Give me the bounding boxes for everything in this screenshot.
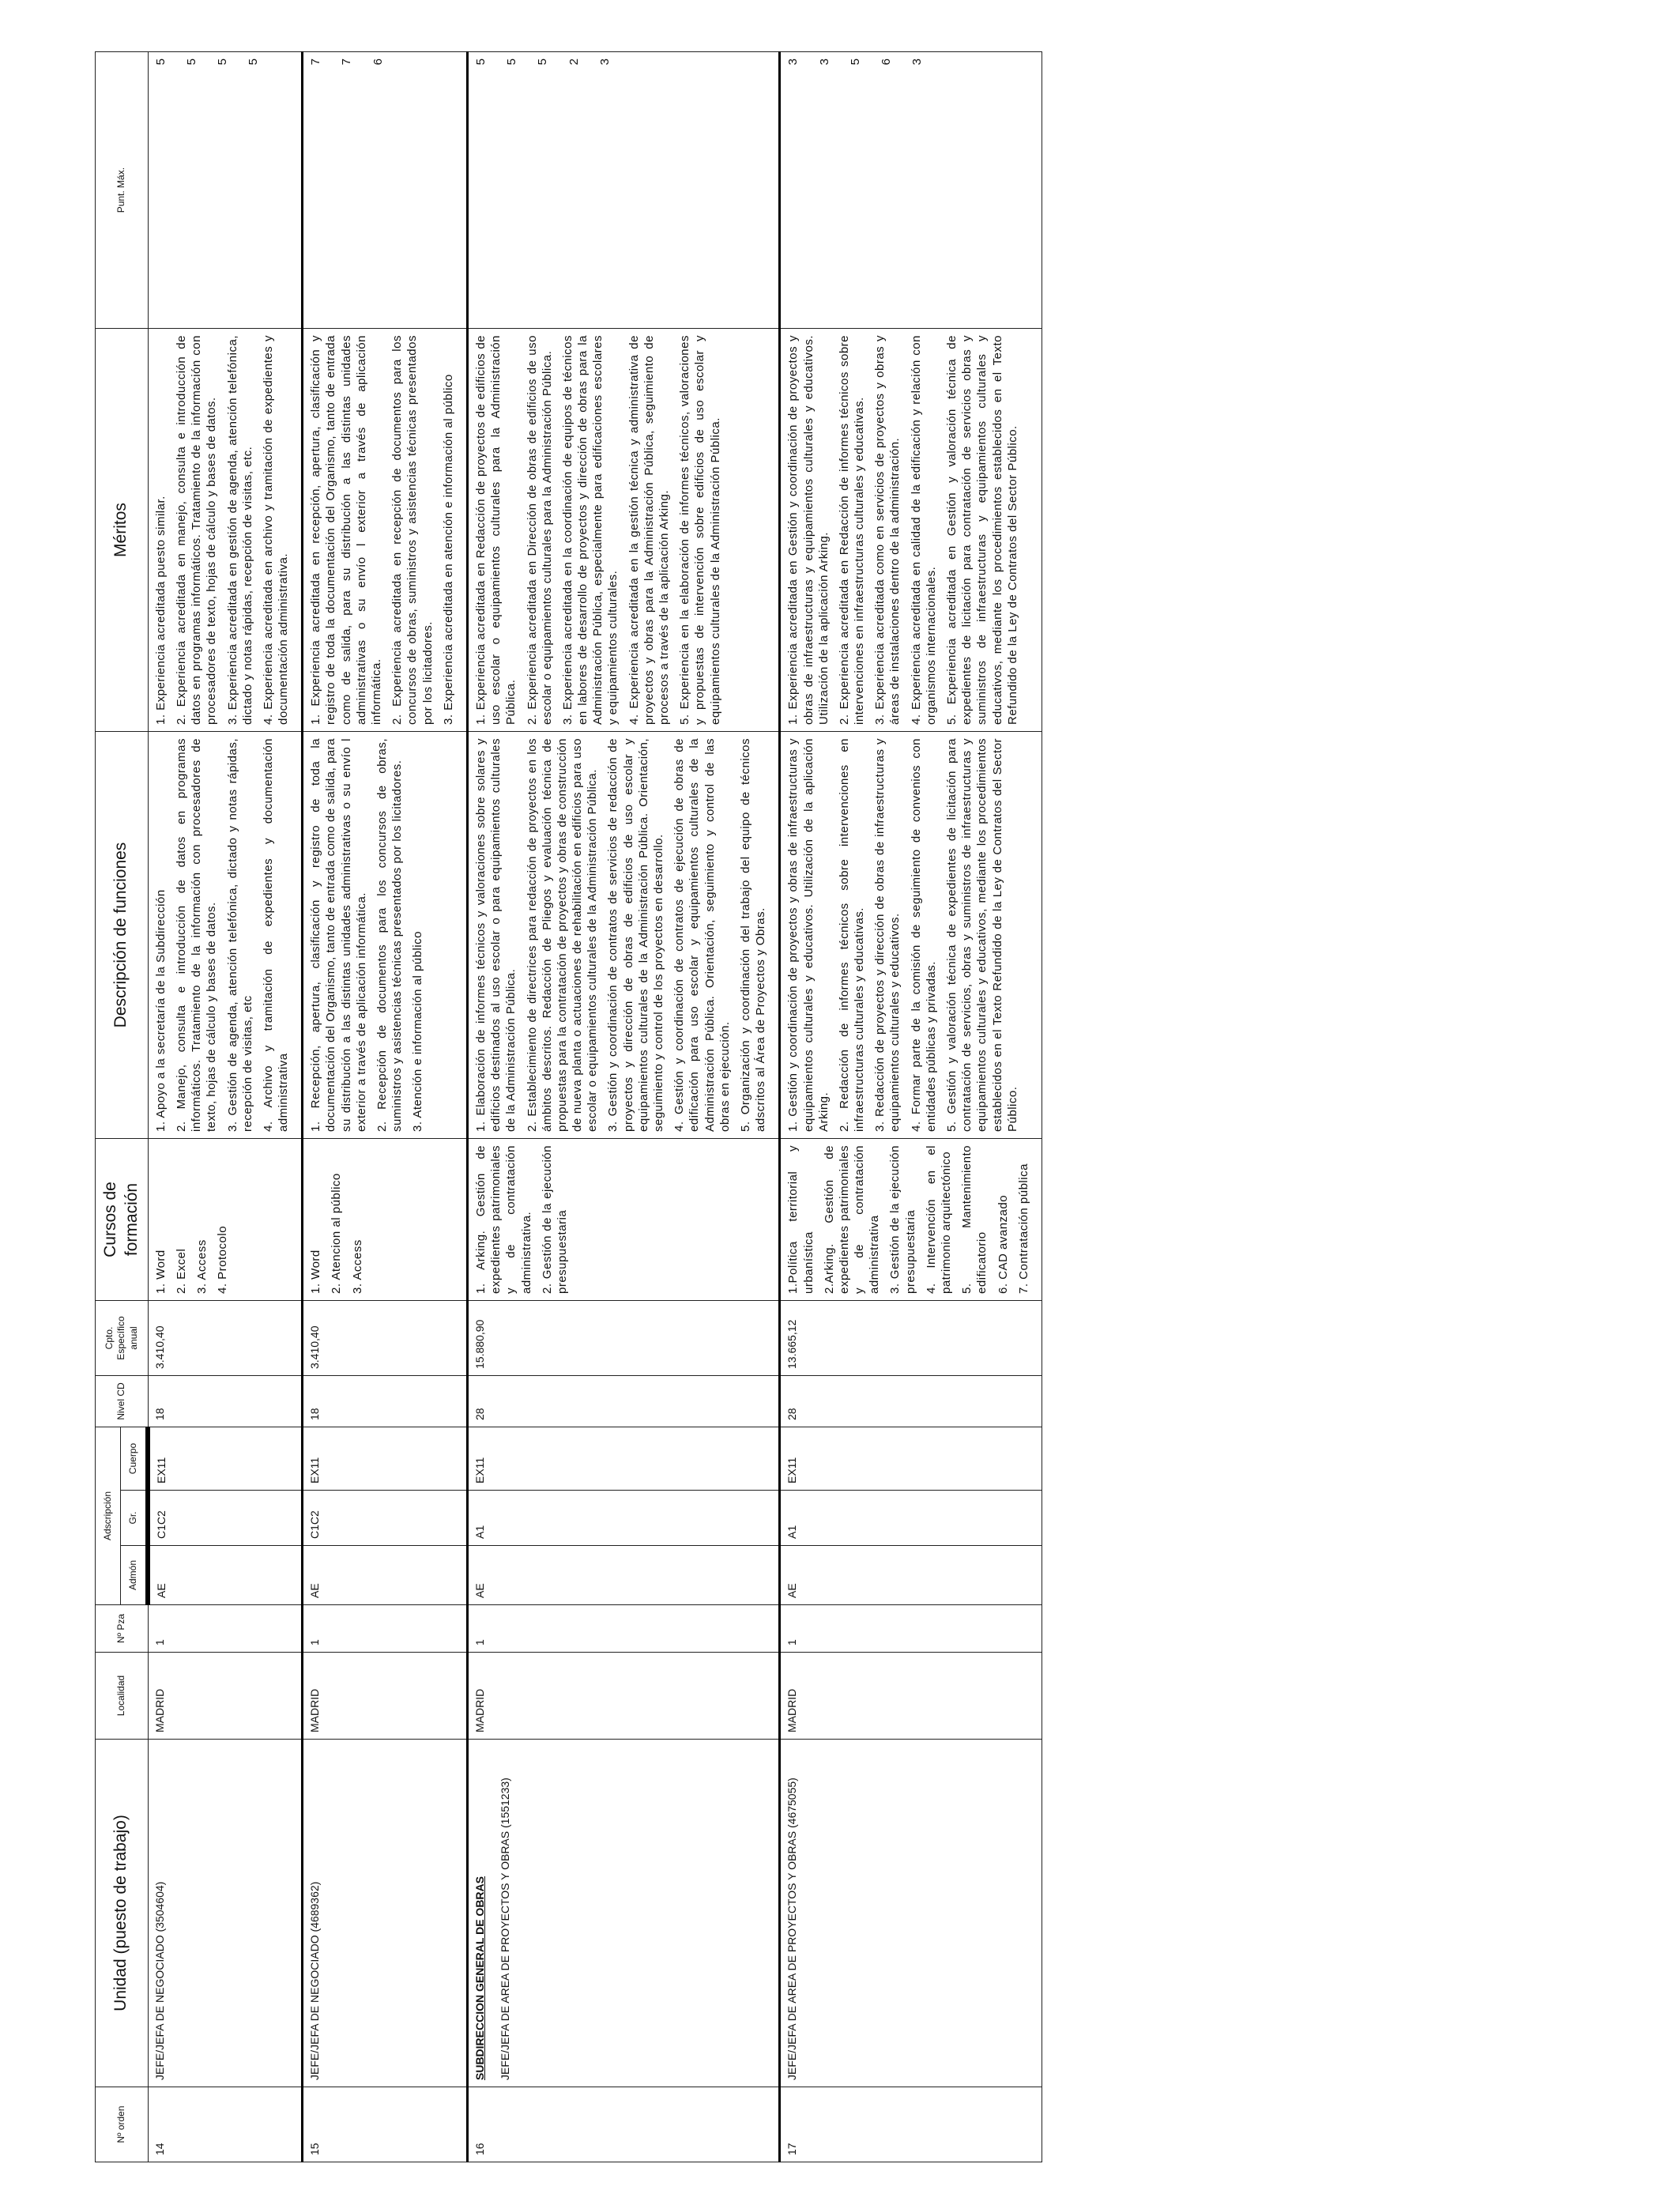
list-item: 3. Gestión y coordinación de contratos de servicios de redacción de proyectos y dirección de obras de edificios de uso escolar y equipamientos culturales de la Administración Pública. Orientación, seguimiento y control de los proyectos en desarrollo. <box>606 738 665 1132</box>
cell-funciones <box>303 732 468 1139</box>
cell-funciones <box>467 732 779 1139</box>
list-item: 3. Experiencia acreditada en la coordinación de equipos de técnicos en labores de desarrollo de proyectos y dirección de obras para la Administración Pública, especialmente para edificaciones escolares y equipamientos culturales. <box>560 335 620 725</box>
list-item: 4. Intervención en el patrimonio arquitectónico <box>924 1145 953 1294</box>
list-item: 4. Formar parte de la comisión de seguimiento de convenios con entidades públicas y privadas. <box>909 738 938 1132</box>
subdireccion-title: SUBDIRECCION GENERAL DE OBRAS <box>473 1876 486 2080</box>
puntuacion-value: 6 <box>371 58 385 66</box>
list-item: 5. Organización y coordinación del trabajo del equipo de técnicos adscritos al Área de Proyectos y Obras. <box>738 738 768 1132</box>
cell-puntuacion <box>148 52 303 329</box>
list-item: 3. Atención e información al público <box>411 931 425 1132</box>
list-item: 3. Gestión de la ejecución presupuestaria <box>888 1145 917 1294</box>
list-item: 5. Mantenimiento edificatorio <box>960 1145 989 1294</box>
table-row <box>303 52 468 2162</box>
cell-puntuacion <box>303 52 468 329</box>
table-body <box>148 52 1042 2162</box>
unidad-name: JEFE/JEFA DE NEGOCIADO (4689362) <box>308 1881 322 2080</box>
puntuacion-value: 6 <box>879 58 893 66</box>
puntuacion-value: 5 <box>536 58 550 66</box>
cell-localidad: MADRID <box>148 1653 303 1740</box>
puntuacion-value: 5 <box>247 58 261 66</box>
table-row <box>780 52 1042 2162</box>
header-nivel: Nivel CD <box>96 1376 149 1427</box>
cell-funciones <box>148 732 303 1139</box>
unidad-name: JEFE/JEFA DE NEGOCIADO (3504604) <box>153 1881 166 2080</box>
header-pza: Nº Pza <box>96 1605 149 1653</box>
header-unidad: Unidad (puesto de trabajo) <box>96 1740 149 2087</box>
list-item: 4. Protocolo <box>216 1225 230 1294</box>
cell-pza: 1 <box>780 1605 1042 1653</box>
cell-cpto: 15.880,90 <box>467 1301 779 1376</box>
header-cursos: Cursos de formación <box>96 1139 149 1301</box>
cell-cursos <box>467 1139 779 1301</box>
puntuacion-value: 5 <box>505 58 519 66</box>
cell-unidad <box>148 1740 303 2087</box>
cell-admon: AE <box>467 1546 779 1605</box>
unidad-name: JEFE/JEFA DE AREA DE PROYECTOS Y OBRAS (4675055) <box>785 1777 799 2080</box>
list-item: 5. Gestión y valoración técnica de expedientes de licitación para contratación de servicios, obras y suministros de infraestructuras y equipamientos culturales y educativos, mediante los procedimientos establecidos en el Texto Refundido de la Ley de Contratos del Sector Público. <box>945 738 1019 1132</box>
list-item: 3. Redacción de proyectos y dirección de obras de infraestructuras y equipamientos culturales y educativos. <box>873 738 902 1132</box>
list-item: 4. Archivo y tramitación de expedientes y documentación administrativa <box>261 738 291 1132</box>
cell-meritos <box>303 329 468 732</box>
puntuacion-value: 5 <box>473 58 488 66</box>
cell-meritos-list <box>308 335 456 725</box>
cell-meritos <box>467 329 779 732</box>
list-item: 4. Experiencia acreditada en la gestión técnica y administrativa de proyectos y obras para la Administración Pública, seguimiento de procesos a través de la aplicación Arking. <box>627 335 671 725</box>
cell-orden: 14 <box>148 2087 303 2162</box>
cell-nivel: 28 <box>780 1376 1042 1427</box>
list-item: 1. Gestión y coordinación de proyectos y obras de infraestructuras y equipamientos culturales y educativos. Utilización de la aplicación Arking. <box>786 738 831 1132</box>
list-item: 1. Recepción, apertura, clasificación y registro de toda la documentación del Organismo, tanto de entrada como de salida, para su distribución a las distintas unidades administrativas o su envío l exterior a través de aplicación informática. <box>309 738 368 1132</box>
cell-cuerpo: EX11 <box>780 1427 1042 1491</box>
list-item: 2.Arking. Gestión de expedientes patrimoniales y de contratación administrativa <box>822 1145 882 1294</box>
cell-pza: 1 <box>303 1605 468 1653</box>
cell-puntuacion <box>780 52 1042 329</box>
puntuacion-value: 5 <box>848 58 862 66</box>
puntuacion-value: 3 <box>597 58 612 66</box>
cell-localidad: MADRID <box>303 1653 468 1740</box>
list-item: 2. Excel <box>174 1248 188 1294</box>
cell-funciones-list <box>308 738 425 1132</box>
cell-meritos-list <box>473 335 723 725</box>
cell-cuerpo: EX11 <box>148 1427 303 1491</box>
cell-pza: 1 <box>467 1605 779 1653</box>
cell-gr: A1 <box>780 1491 1042 1546</box>
list-item: 1. Word <box>309 1250 323 1294</box>
cell-pza: 1 <box>148 1605 303 1653</box>
puntuacion-value: 7 <box>340 58 354 66</box>
list-item: 1. Experiencia acreditada puesto similar. <box>153 496 168 725</box>
puntuacion-value: 3 <box>910 58 925 66</box>
list-item: 4. Experiencia acreditada en calidad de la edificación y relación con organismos internacionales. <box>909 335 938 725</box>
header-meritos: Méritos <box>96 329 149 732</box>
list-item: 1. Arking. Gestión de expedientes patrimoniales y de contratación administrativa. <box>473 1145 533 1294</box>
list-item: 2. Gestión de la ejecución presupuestaria <box>540 1145 569 1294</box>
cell-meritos-list <box>153 335 292 725</box>
cell-meritos <box>148 329 303 732</box>
header-funciones: Descripción de funciones <box>96 732 149 1139</box>
list-item: 2. Recepción de documentos para los concursos de obras, suministros y asistencias técnicas presentados por los licitadores. <box>375 738 405 1132</box>
cell-gr: C1C2 <box>303 1491 468 1546</box>
list-item: 1.Política territorial y urbanística <box>786 1145 816 1294</box>
cell-localidad: MADRID <box>780 1653 1042 1740</box>
list-item: 2. Experiencia acreditada en Redacción de informes técnicos sobre intervenciones en infraestructuras culturales y educativas. <box>837 335 867 725</box>
puntuacion-value: 7 <box>309 58 323 66</box>
cell-gr: C1C2 <box>148 1491 303 1546</box>
cell-meritos-list <box>785 335 1020 725</box>
cell-meritos <box>780 329 1042 732</box>
list-item: 1. Experiencia acreditada en Gestión y coordinación de proyectos y obras de infraestructuras y equipamientos culturales y educativos. Utilización de la aplicación Arking. <box>786 335 831 725</box>
list-item: 4. Gestión y coordinación de contratos de ejecución de obras de edificación para uso escolar y equipamientos culturales de la Administración Pública. Orientación, seguimiento y control de las obras en ejecución. <box>672 738 732 1132</box>
cell-orden: 16 <box>467 2087 779 2162</box>
puntuacion-value: 5 <box>216 58 230 66</box>
puntuacion-value: 3 <box>786 58 800 66</box>
puntuacion-value: 5 <box>153 58 168 66</box>
list-item: 7. Contratación pública <box>1016 1163 1030 1294</box>
list-item: 2. Redacción de informes técnicos sobre intervenciones en infraestructuras culturales y educativas. <box>837 738 867 1132</box>
list-item: 4. Experiencia acreditada en archivo y tramitación de expedientes y documentación administrativa. <box>261 335 291 725</box>
cell-cursos-list <box>308 1145 365 1294</box>
cell-nivel: 18 <box>303 1376 468 1427</box>
list-item: 3. Experiencia acreditada en atención e información al público <box>441 374 455 725</box>
cell-admon: AE <box>303 1546 468 1605</box>
puntuacion-value: 2 <box>567 58 581 66</box>
list-item: 2. Establecimiento de directrices para redacción de proyectos en los ámbitos descritos. Redacción de Pliegos y evaluación técnica de propuestas para la contratación de proyectos y obras de construcción de nueva planta o actuaciones de rehabilitación en edificios para uso escolar o equipamientos culturales de la Administración Pública. <box>525 738 600 1132</box>
cell-cursos-list <box>473 1145 570 1294</box>
list-item: 2. Atencion al público <box>330 1173 344 1294</box>
cell-nivel: 18 <box>148 1376 303 1427</box>
header-admon: Admón <box>120 1546 148 1605</box>
cell-admon: AE <box>780 1546 1042 1605</box>
cell-orden: 17 <box>780 2087 1042 2162</box>
cell-cuerpo: EX11 <box>467 1427 779 1491</box>
cell-funciones-list <box>153 738 292 1132</box>
header-localidad: Localidad <box>96 1653 149 1740</box>
table-row <box>148 52 303 2162</box>
list-item: 1. Apoyo a la secretaría de la Subdirección <box>153 889 168 1132</box>
cell-localidad: MADRID <box>467 1653 779 1740</box>
header-punt: Punt. Máx. <box>96 52 149 329</box>
cell-cuerpo: EX11 <box>303 1427 468 1491</box>
cell-cursos <box>780 1139 1042 1301</box>
cell-cursos <box>303 1139 468 1301</box>
cell-cpto: 3.410,40 <box>148 1301 303 1376</box>
puntuacion-value: 3 <box>817 58 831 66</box>
header-adscripcion: Adscripción <box>96 1427 121 1605</box>
list-item: 3. Experiencia acreditada en gestión de agenda, atención telefónica, dictado y notas rápidas, recepción de visitas, etc. <box>225 335 254 725</box>
cell-nivel: 28 <box>467 1376 779 1427</box>
list-item: 2. Experiencia acreditada en manejo, consulta e introducción de datos en programas informáticos. Tratamiento de la información con procesadores de texto, hojas de cálculo y bases de datos. <box>174 335 219 725</box>
cell-cursos-list <box>785 1145 1031 1294</box>
cell-gr: A1 <box>467 1491 779 1546</box>
header-cpto: Cpto. Específico anual <box>96 1301 149 1376</box>
cell-cpto: 3.410,40 <box>303 1301 468 1376</box>
list-item: 3. Access <box>195 1239 209 1294</box>
table-row <box>467 52 779 2162</box>
list-item: 1. Word <box>153 1250 168 1294</box>
list-item: 1. Elaboración de informes técnicos y valoraciones sobre solares y edificios destinados al uso escolar o para equipamientos culturales de la Administración Pública. <box>473 738 518 1132</box>
cell-funciones-list <box>473 738 768 1132</box>
header-cuerpo: Cuerpo <box>120 1427 148 1491</box>
list-item: 6. CAD avanzado <box>996 1194 1010 1294</box>
list-item: 1. Experiencia acreditada en Redacción de proyectos de edificios de uso escolar o equipamientos culturales para la Administración Pública. <box>473 335 518 725</box>
cell-admon: AE <box>148 1546 303 1605</box>
cell-funciones-list <box>785 738 1020 1132</box>
cell-unidad <box>467 1740 779 2087</box>
list-item: 2. Manejo, consulta e introducción de datos en programas informáticos. Tratamiento de la información con procesadores de texto, hojas de cálculo y bases de datos. <box>174 738 219 1132</box>
header-orden: Nº orden <box>96 2087 149 2162</box>
unidad-name: JEFE/JEFA DE AREA DE PROYECTOS Y OBRAS (1551233) <box>498 1777 511 2080</box>
list-item: 3. Access <box>350 1239 364 1294</box>
list-item: 5. Experiencia en la elaboración de informes técnicos, valoraciones y propuestas de intervención sobre edificios de uso escolar y equipamientos culturales de la Administración Pública. <box>678 335 722 725</box>
job-positions-table <box>95 51 1042 2162</box>
cell-cursos <box>148 1139 303 1301</box>
header-gr: Gr. <box>120 1491 148 1546</box>
cell-unidad <box>780 1740 1042 2087</box>
list-item: 2. Experiencia acreditada en Dirección de obras de edificios de uso escolar o equipamientos culturales para la Administración Pública. <box>525 335 554 725</box>
cell-orden: 15 <box>303 2087 468 2162</box>
cell-cpto: 13.665,12 <box>780 1301 1042 1376</box>
cell-funciones <box>780 732 1042 1139</box>
list-item: 5. Experiencia acreditada en Gestión y valoración técnica de expedientes de licitación para contratación de servicios obras y suministros de infraestructuras y equipamientos culturales y educativos, mediante los procedimientos establecidos en el Texto Refundido de la Ley de Contratos del Sector Público. <box>945 335 1019 725</box>
list-item: 3. Experiencia acreditada como en servicios de proyectos y obras y áreas de instalaciones dentro de la administración. <box>873 335 902 725</box>
list-item: 2. Experiencia acreditada en recepción de documentos para los concursos de obras, suministros y asistencias técnicas presentados por los licitadores. <box>390 335 435 725</box>
cell-cursos-list <box>153 1145 231 1294</box>
puntuacion-value: 5 <box>184 58 198 66</box>
cell-puntuacion <box>467 52 779 329</box>
list-item: 3. Gestión de agenda, atención telefónica, dictado y notas rápidas, recepción de visitas, etc <box>225 738 254 1132</box>
cell-unidad <box>303 1740 468 2087</box>
list-item: 1. Experiencia acreditada en recepción, apertura, clasificación y registro de toda la documentación del Organismo, tanto de entrada como de salida, para su distribución a las distintas unidades administrativas o su envío l exterior a través de aplicación informática. <box>309 335 383 725</box>
